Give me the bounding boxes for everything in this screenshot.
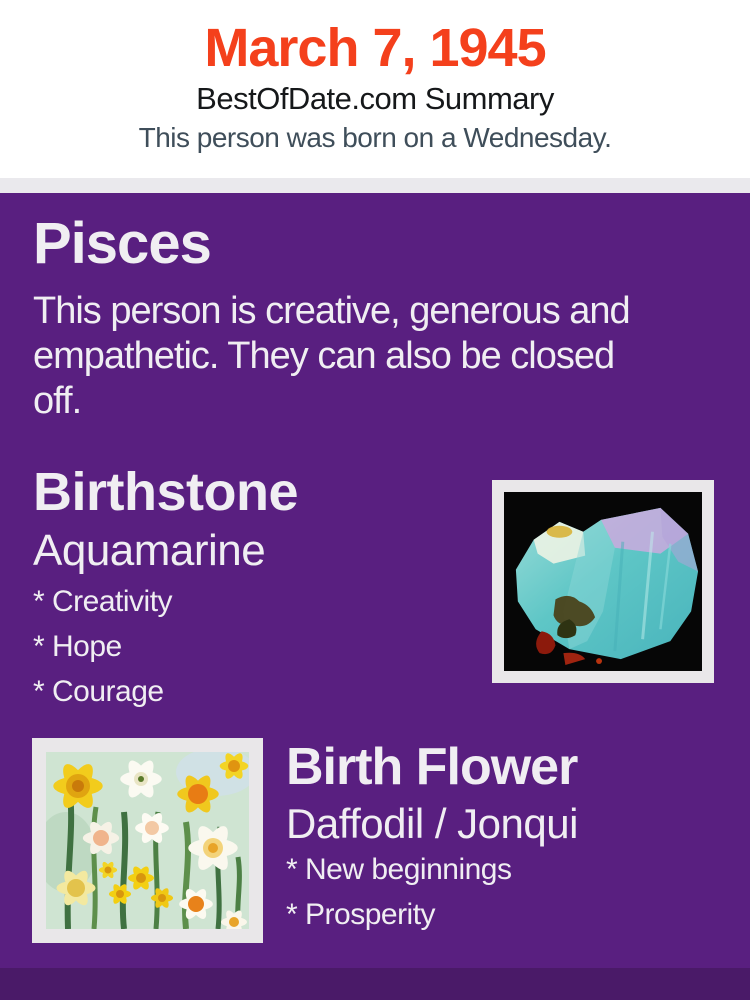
birthstone-title: Birthstone — [33, 462, 298, 522]
birth-flower-trait: * New beginnings — [286, 853, 512, 886]
footer-strip — [0, 968, 750, 1000]
birthstone-trait: * Courage — [33, 675, 164, 708]
birthstone-trait: * Creativity — [33, 585, 173, 618]
birth-flower-title: Birth Flower — [286, 738, 578, 796]
site-summary-line: BestOfDate.com Summary — [196, 80, 554, 116]
birthstone-name: Aquamarine — [33, 526, 266, 575]
divider-strip — [0, 178, 750, 193]
born-day-line: This person was born on a Wednesday. — [138, 121, 612, 153]
main-panel — [0, 193, 750, 1000]
page-title-date: March 7, 1945 — [204, 18, 546, 78]
daffodil-flowers-illustration — [46, 752, 249, 929]
zodiac-title: Pisces — [33, 211, 211, 276]
birth-flower-photo — [32, 738, 263, 943]
birthstone-photo — [492, 480, 714, 683]
birth-flower-trait: * Prosperity — [286, 898, 436, 931]
header — [0, 0, 750, 178]
aquamarine-stone-illustration — [504, 492, 702, 671]
birth-flower-name: Daffodil / Jonqui — [286, 800, 578, 847]
zodiac-description: This person is creative, generous and empathetic. They can also be closed off. — [33, 290, 630, 423]
birthstone-trait: * Hope — [33, 630, 122, 663]
